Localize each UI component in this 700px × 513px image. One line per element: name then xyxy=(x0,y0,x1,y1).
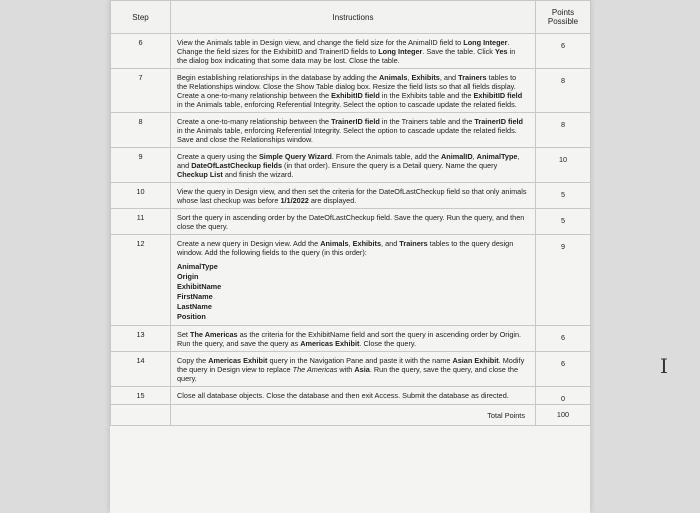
instruction-bold-text: AnimalID xyxy=(440,152,473,161)
step-number: 10 xyxy=(111,183,171,209)
step-instruction xyxy=(171,326,536,352)
instruction-text: , xyxy=(407,73,412,82)
total-row xyxy=(111,405,591,426)
instruction-bold-text: Asian Exhibit xyxy=(452,356,499,365)
header-instructions: Instructions xyxy=(171,1,536,34)
instruction-text: Close all database objects. Close the database and then exit Access. Submit the database as directed. xyxy=(177,391,509,400)
instruction-text: . Change the field sizes for the ExhibitID and TrainerID fields to xyxy=(177,38,510,56)
step-points: 8 xyxy=(536,69,591,113)
instruction-bold-text: AnimalType xyxy=(476,152,518,161)
instruction-bold-text: Exhibits xyxy=(352,239,382,248)
field-list xyxy=(177,262,527,322)
step-points: 0 xyxy=(536,387,591,405)
instruction-text: in the Animals table, enforcing Referential Integrity. Select the option to cascade update the related fields. Save and close the Relationships window. xyxy=(177,126,517,144)
step-number: 12 xyxy=(111,235,171,326)
instruction-text: Create a query using the xyxy=(177,152,259,161)
instruction-text: in the dialog box indicating that some data may be lost. Close the table. xyxy=(177,47,516,65)
instruction-bold-text: Animals xyxy=(379,73,408,82)
step-instruction xyxy=(171,209,536,235)
step-number: 13 xyxy=(111,326,171,352)
text-cursor-icon: I xyxy=(660,354,668,378)
instruction-bold-text: TrainerID field xyxy=(474,117,523,126)
instruction-text: in the Animals table, enforcing Referential Integrity. Select the option to cascade update the related fields. xyxy=(177,100,517,109)
step-points: 6 xyxy=(536,34,591,69)
instruction-text: The Americas xyxy=(292,365,338,374)
step-number: 14 xyxy=(111,352,171,387)
instruction-text: tables to the Relationships window. Close the Show Table dialog box. Resize the field lists so that all fields display. Create a one-to-many relationship between the xyxy=(177,73,517,100)
step-points: 9 xyxy=(536,235,591,326)
step-points: 6 xyxy=(536,352,591,387)
step-row xyxy=(111,209,591,235)
total-label: Total Points xyxy=(171,405,536,426)
instruction-bold-text: Trainers xyxy=(458,73,487,82)
instruction-bold-text: Americas Exhibit xyxy=(208,356,268,365)
step-instruction xyxy=(171,387,536,405)
step-instruction xyxy=(171,352,536,387)
step-row xyxy=(111,69,591,113)
step-row xyxy=(111,113,591,148)
instruction-bold-text: Asia xyxy=(354,365,370,374)
step-row xyxy=(111,148,591,183)
instruction-text: Set xyxy=(177,330,190,339)
instruction-bold-text: Yes xyxy=(494,47,508,56)
instruction-text: , and xyxy=(177,152,520,170)
instruction-bold-text: Trainers xyxy=(399,239,428,248)
instruction-text: tables to the query design window. Add the following fields to the query (in this order): xyxy=(177,239,514,257)
instruction-text: (in that order). Ensure the query is a Detail query. Name the query xyxy=(282,161,498,170)
instruction-text: . Close the query. xyxy=(359,339,417,348)
step-row xyxy=(111,352,591,387)
instruction-bold-text: ExhibitID field xyxy=(473,91,523,100)
instruction-text: in the Exhibits table and the xyxy=(379,91,474,100)
instruction-bold-text: ExhibitID field xyxy=(331,91,380,100)
instructions-sheet xyxy=(110,0,590,513)
step-instruction xyxy=(171,113,536,148)
instruction-bold-text: Americas Exhibit xyxy=(300,339,360,348)
instruction-text: , and xyxy=(381,239,400,248)
instruction-text: Begin establishing relationships in the database by adding the xyxy=(177,73,380,82)
step-number: 9 xyxy=(111,148,171,183)
instruction-text: . From the Animals table, add the xyxy=(331,152,441,161)
instruction-text: View the query in Design view, and then set the criteria for the DateOfLastCheckup field so that only animals whose last checkup was before xyxy=(177,187,527,205)
step-instruction xyxy=(171,183,536,209)
field-list-item: Origin xyxy=(177,272,199,281)
instruction-bold-text: Checkup List xyxy=(177,170,223,179)
instruction-text: . Save the table. Click xyxy=(422,47,495,56)
header-points: Points Possible xyxy=(536,1,591,34)
step-row xyxy=(111,34,591,69)
instruction-bold-text: Long Integer xyxy=(463,38,508,47)
field-list-item: AnimalType xyxy=(177,262,218,271)
instruction-text: and finish the wizard. xyxy=(222,170,294,179)
instruction-text: View the Animals table in Design view, and change the field size for the AnimalID field to xyxy=(177,38,464,47)
step-row xyxy=(111,326,591,352)
instruction-text: , xyxy=(472,152,477,161)
step-points: 10 xyxy=(536,148,591,183)
step-points: 5 xyxy=(536,183,591,209)
field-list-item: Position xyxy=(177,312,206,321)
step-instruction xyxy=(171,34,536,69)
step-row xyxy=(111,183,591,209)
instruction-text: . Modify the query in Design view to replace xyxy=(177,356,525,374)
instruction-bold-text: TrainerID field xyxy=(331,117,380,126)
instruction-text: , xyxy=(348,239,353,248)
instruction-bold-text: Long Integer xyxy=(378,47,423,56)
step-number: 15 xyxy=(111,387,171,405)
instruction-text: . Run the query, save the query, and close the query. xyxy=(177,365,519,383)
instruction-bold-text: Exhibits xyxy=(411,73,440,82)
instruction-bold-text: The Americas xyxy=(189,330,238,339)
instruction-text: , and xyxy=(439,73,459,82)
header-step: Step xyxy=(111,1,171,34)
instruction-text: Copy the xyxy=(177,356,209,365)
step-number: 6 xyxy=(111,34,171,69)
instruction-text: as the criteria for the ExhibitName field and sort the query in ascending order by Origin. Run the query, and save the query as xyxy=(177,330,522,348)
instruction-bold-text: DateOfLastCheckup fields xyxy=(191,161,283,170)
instruction-bold-text: 1/1/2022 xyxy=(280,196,309,205)
field-list-item: FirstName xyxy=(177,292,213,301)
header-row xyxy=(111,1,591,34)
instruction-text: in the Trainers table and the xyxy=(379,117,475,126)
field-list-item: LastName xyxy=(177,302,212,311)
step-number: 8 xyxy=(111,113,171,148)
step-number: 7 xyxy=(111,69,171,113)
step-row xyxy=(111,235,591,326)
total-value: 100 xyxy=(536,405,591,426)
instructions-table xyxy=(110,0,591,426)
instruction-text: query in the Navigation Pane and paste it with the name xyxy=(267,356,453,365)
step-number: 11 xyxy=(111,209,171,235)
total-spacer xyxy=(111,405,171,426)
step-instruction xyxy=(171,148,536,183)
instruction-bold-text: Animals xyxy=(320,239,349,248)
instruction-text: Sort the query in ascending order by the DateOfLastCheckup field. Save the query. Run the query, and then close the query. xyxy=(177,213,525,231)
step-points: 6 xyxy=(536,326,591,352)
step-instruction xyxy=(171,235,536,326)
step-points: 5 xyxy=(536,209,591,235)
field-list-item: ExhibitName xyxy=(177,282,222,291)
step-points: 8 xyxy=(536,113,591,148)
instruction-bold-text: Simple Query Wizard xyxy=(258,152,332,161)
instruction-text: are displayed. xyxy=(308,196,357,205)
instruction-text: Create a one-to-many relationship between the xyxy=(177,117,332,126)
instruction-text: with xyxy=(337,365,355,374)
instruction-text: Create a new query in Design view. Add the xyxy=(177,239,321,248)
step-instruction xyxy=(171,69,536,113)
step-row xyxy=(111,387,591,405)
